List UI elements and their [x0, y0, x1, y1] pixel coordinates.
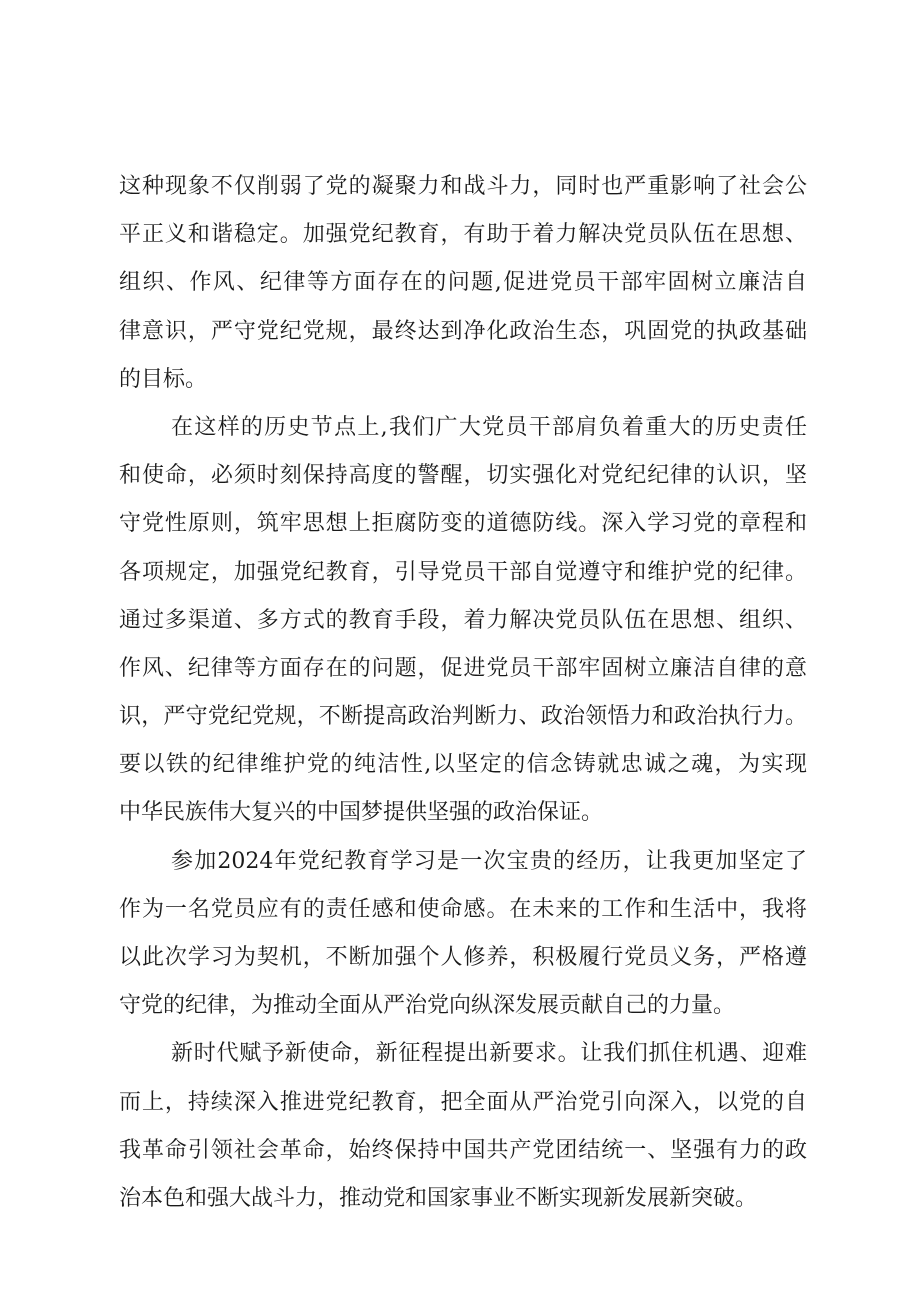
- text-line: 以此次学习为契机，不断加强个人修养，积极履行党员义务，严格遵: [119, 945, 807, 970]
- text-line: 新时代赋予新使命，新征程提出新要求。让我们抓住机遇、迎难: [171, 1041, 807, 1067]
- paragraph-2: [119, 404, 807, 838]
- text-line: 这种现象不仅削弱了党的凝聚力和战斗力，同时也严重影响了社会公: [119, 174, 807, 199]
- text-line: 的目标。: [119, 366, 208, 392]
- text-line: 组织、作风、纪律等方面存在的问题,促进党员干部牢固树立廉洁自: [119, 270, 807, 296]
- document-body: [119, 163, 807, 1223]
- text-line: 在这样的历史节点上,我们广大党员干部肩负着重大的历史责任: [171, 414, 807, 440]
- text-line: 通过多渠道、多方式的教育手段，着力解决党员队伍在思想、组织、: [119, 607, 807, 633]
- text-line: 而上，持续深入推进党纪教育，把全面从严治党引向深入，以党的自: [119, 1089, 807, 1115]
- text-line: 作风、纪律等方面存在的问题，促进党员干部牢固树立廉洁自律的意: [119, 655, 807, 681]
- text-line: 平正义和谐稳定。加强党纪教育，有助于着力解决党员队伍在思想、: [119, 222, 807, 248]
- text-line: 参加2024年党纪教育学习是一次宝贵的经历，让我更加坚定了: [171, 848, 807, 874]
- text-line: 律意识，严守党纪党规，最终达到净化政治生态，巩固党的执政基础: [119, 318, 807, 344]
- text-line: 识，严守党纪党规，不断提高政治判断力、政治领悟力和政治执行力。: [119, 704, 807, 730]
- text-line: 治本色和强大战斗力，推动党和国家事业不断实现新发展新突破。: [119, 1185, 758, 1211]
- text-line: 中华民族伟大复兴的中国梦提供坚强的政治保证。: [119, 800, 604, 826]
- paragraph-4: [119, 1030, 807, 1223]
- text-line: 我革命引领社会革命，始终保持中国共产党团结统一、坚强有力的政: [119, 1137, 807, 1163]
- text-line: 守党的纪律，为推动全面从严治党向纵深发展贡献自己的力量。: [119, 993, 736, 1019]
- text-line: 各项规定，加强党纪教育，引导党员干部自觉遵守和维护党的纪律。: [119, 559, 807, 585]
- text-line: 守党性原则，筑牢思想上拒腐防变的道德防线。深入学习党的章程和: [119, 511, 807, 537]
- text-line: 作为一名党员应有的责任感和使命感。在未来的工作和生活中，我将: [119, 896, 807, 922]
- paragraph-1: [119, 163, 807, 404]
- text-line: 要以铁的纪律维护党的纯洁性,以坚定的信念铸就忠诚之魂，为实现: [119, 752, 807, 778]
- text-line: 和使命，必须时刻保持高度的警醒，切实强化对党纪纪律的认识，坚: [119, 463, 807, 489]
- paragraph-3: [119, 838, 807, 1031]
